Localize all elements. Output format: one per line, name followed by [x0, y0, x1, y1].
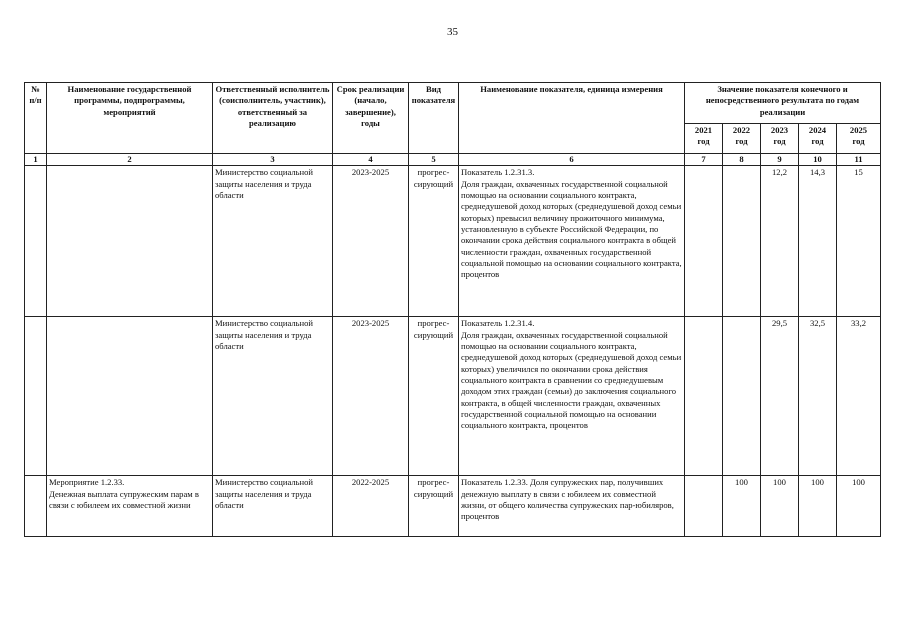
cell-kind: прогрес- сирующий: [409, 166, 459, 317]
cell-value-2025: 33,2: [837, 317, 881, 476]
header-num: № п/п: [25, 83, 47, 154]
header-year: 2021 год: [685, 124, 723, 154]
cell-value-2022: 100: [723, 476, 761, 537]
cell-term: 2023-2025: [333, 166, 409, 317]
column-number: 7: [685, 154, 723, 166]
column-numbers-row: [25, 154, 881, 166]
cell-indicator: Показатель 1.2.31.3. Доля граждан, охваченных государственной социальной помощью на основании социального контракта, среднедушевой доход которых (среднедушевой доход семьи которых) превысил величину прожиточного минимума, установленную в субъекте Российской Федерации, по окончании срока действия социального контракта в общей численности граждан, охваченных государственной социальной помощью на основании социального контракта, процентов: [459, 166, 685, 317]
cell-value-2024: 100: [799, 476, 837, 537]
cell-num: [25, 317, 47, 476]
cell-value-2023: 12,2: [761, 166, 799, 317]
cell-indicator: Показатель 1.2.31.4. Доля граждан, охваченных государственной социальной помощью на основании социального контракта, среднедушевой доход которых (среднедушевой доход семьи которых) увеличился по окончании срока действия социального контракта в сравнении со среднедушевым доходом этих граждан (семьи) до заключения социального контракта, в общей численности граждан, охваченных государственной социальной помощью на основании социального контракта, процентов: [459, 317, 685, 476]
cell-value-2021: [685, 317, 723, 476]
header-kind: Вид показателя: [409, 83, 459, 154]
cell-executor: Министерство социальной защиты населения и труда области: [213, 317, 333, 476]
cell-value-2022: [723, 317, 761, 476]
column-number: 6: [459, 154, 685, 166]
column-number: 11: [837, 154, 881, 166]
column-number: 2: [47, 154, 213, 166]
column-number: 10: [799, 154, 837, 166]
header-year: 2022 год: [723, 124, 761, 154]
header-year: 2023 год: [761, 124, 799, 154]
cell-value-2023: 100: [761, 476, 799, 537]
cell-term: 2023-2025: [333, 317, 409, 476]
cell-value-2025: 100: [837, 476, 881, 537]
cell-executor: Министерство социальной защиты населения и труда области: [213, 476, 333, 537]
cell-num: [25, 476, 47, 537]
cell-executor: Министерство социальной защиты населения и труда области: [213, 166, 333, 317]
table-row: [25, 476, 881, 537]
header-term: Срок реализации (начало, завершение), годы: [333, 83, 409, 154]
cell-value-2025: 15: [837, 166, 881, 317]
cell-term: 2022-2025: [333, 476, 409, 537]
cell-value-2023: 29,5: [761, 317, 799, 476]
cell-program: [47, 317, 213, 476]
cell-program: [47, 166, 213, 317]
page-number: 35: [447, 26, 458, 38]
header-values-group: Значение показателя конечного и непосредственного результата по годам реализации: [685, 83, 881, 124]
column-number: 3: [213, 154, 333, 166]
cell-value-2021: [685, 476, 723, 537]
column-number: 1: [25, 154, 47, 166]
indicators-table: [24, 82, 881, 537]
table-row: [25, 166, 881, 317]
column-number: 9: [761, 154, 799, 166]
cell-value-2024: 32,5: [799, 317, 837, 476]
column-number: 5: [409, 154, 459, 166]
table-row: [25, 317, 881, 476]
header-program: Наименование государственной программы, подпрограммы, мероприятий: [47, 83, 213, 154]
column-number: 4: [333, 154, 409, 166]
cell-value-2021: [685, 166, 723, 317]
column-number: 8: [723, 154, 761, 166]
cell-program: Мероприятие 1.2.33. Денежная выплата супружеским парам в связи с юбилеем их совместной жизни: [47, 476, 213, 537]
header-year: 2025 год: [837, 124, 881, 154]
header-indicator: Наименование показателя, единица измерения: [459, 83, 685, 154]
header-executor: Ответственный исполнитель (соисполнитель, участник), ответственный за реализацию: [213, 83, 333, 154]
cell-kind: прогрес- сирующий: [409, 476, 459, 537]
header-year: 2024 год: [799, 124, 837, 154]
cell-indicator: Показатель 1.2.33. Доля супружеских пар, получивших денежную выплату в связи с юбилеем их совместной жизни, от общего количества супружеских пар-юбиляров, процентов: [459, 476, 685, 537]
cell-kind: прогрес- сирующий: [409, 317, 459, 476]
cell-value-2022: [723, 166, 761, 317]
cell-num: [25, 166, 47, 317]
cell-value-2024: 14,3: [799, 166, 837, 317]
